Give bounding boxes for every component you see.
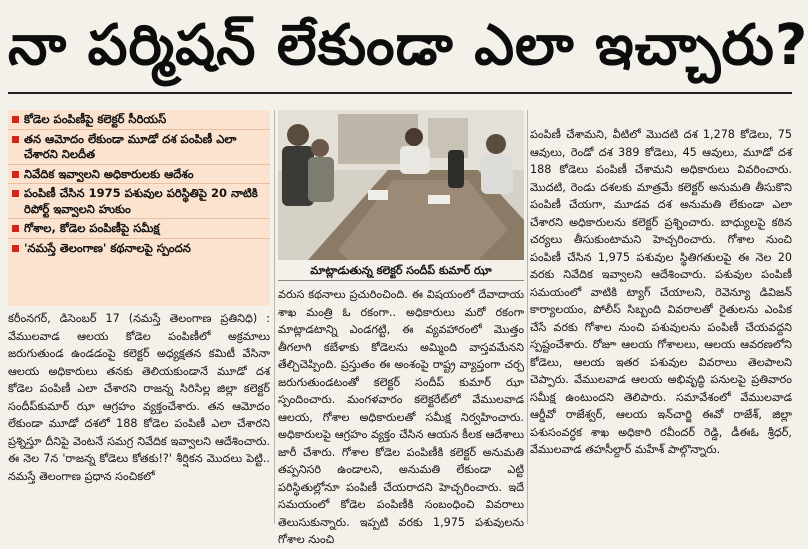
- article-column-1-text: కరీంనగర్, డిసెంబర్ 17 (నమస్తే తెలంగాణ ప్రతినిధి) : వేములవాడ ఆలయ కోడెల పంపిణీలో అక్రమాలు జరుగుతుండ ఉండడంపై కలెక్టర్ అధ్యక్షతన కమిటీ వేసినా ఆలయ అధికారులు తనకు తెలియకుండానే మూడో దశ కోడెల పంపిణీ ఎలా చేశారని రాజన్న సిరిసిల్ల జిల్లా కలెక్టర్ సందీప్‌కుమార్ ఝా ఆగ్రహం వ్యక్తంచేశారు. తన ఆమోదం లేకుండా మూడో దశలో 188 కోడెల పంపిణీ ఎలా చేశారని ప్రశ్నిస్తూ దీనిపై వెంటనే సమగ్ర నివేదిక ఇవ్వాలని ఆదేశించారు. ఈ నెల 7న 'రాజన్న కోడెలు కోతకు!?' శీర్షికన మొదలు పెట్టి.. నమస్తే తెలంగాణ ప్రధాన సంచికలో: [8, 312, 270, 483]
- highlight-item: [8, 184, 270, 219]
- highlight-text: నివేదిక ఇవ్వాలని అధికారులకు ఆదేశం: [24, 166, 194, 181]
- article-column-3: [530, 126, 792, 524]
- highlight-text: తన ఆమోదం లేకుండా మూడో దశ పంపిణీ ఎలా చేశారని నిలదీత: [24, 131, 237, 161]
- highlight-item: [8, 165, 270, 185]
- highlight-text: గోశాల, కోడెల పంపిణీపై సమీక్ష: [24, 221, 160, 235]
- article-column-1: [8, 310, 270, 524]
- highlight-item: [8, 239, 270, 258]
- article-column-2: [278, 286, 524, 546]
- article-column-3-text: పంపిణీ చేశామని, వీటిలో మొదటి దశ 1,278 కోడెలు, 75 ఆవులు, రెండో దశ 389 కోడెలు, 45 ఆవులు, మూడో దశ 188 కోడెలు పంపిణీ చేశామని అధికారులు వివరించారు. మొదటి, రెండు దశలకు మాత్రమే కలెక్టర్ అనుమతి తీసుకొని పంపిణీ చేయగా, మూడవ దశ అనుమతి లేకుండా ఎలా చేశారని అధికారులను కలెక్టర్ ప్రశ్నించారు. బాధ్యులపై కఠిన చర్యలు తీసుకుంటామని హెచ్చరించారు. గోశాల నుంచి పంపిణీ చేసిన 1,975 పశువుల స్థితిగతులపై ఈ నెల 20 వరకు నివేదిక ఇవ్వాలని ఆదేశించారు. పశువుల పంపిణీ సమయంలో వాటికి ట్యాగ్ చేయాలని, రెవెన్యూ డివిజన్ కార్యాలయం, పోలీస్ సిబ్బంది వివరాలతో రైతులను ఎంపిక చేసే వరకు గోశాల నుంచి పశువులను పంపిణీ చేయవద్దని స్పష్టంచేశారు. రోజూ ఆలయ గోశాలలు, ఆలయ ఆవరణలోని కోడెలు, ఆలయ ఇతర పశువుల వివరాలు తెలపాలని చెప్పారు. వేములవాడ ఆలయ అభివృద్ధి పనులపై ప్రతివారం సమీక్ష ఉంటుందని తెలిపారు. సమావేశంలో వేములవాడ ఆర్డీవో రాజేశ్వర్, ఆలయ ఇన్‌చార్జి ఈవో రాజేశ్, జిల్లా పశుసంవర్ధక శాఖ అధికారి రవీందర్ రెడ్డి, డీఈఓ శ్రీధర్, వేములవాడ తహసీల్దార్ మహేశ్ పాల్గొన్నారు.: [530, 128, 792, 456]
- highlight-text: 'నమస్తే తెలంగాణ' కథనాలపై స్పందన: [24, 240, 191, 255]
- headline: నా పర్మిషన్ లేకుండా ఎలా ఇచ్చారు?: [8, 13, 808, 78]
- highlight-text: కోడెల పంపిణీపై కలెక్టర్ సీరియస్: [24, 112, 167, 126]
- bullet-square-icon: [12, 245, 19, 252]
- column-divider: [527, 110, 528, 524]
- highlights-box: [8, 110, 270, 306]
- photo-caption: మాట్లాడుతున్న కలెక్టర్ సందీప్ కుమార్ ఝా: [278, 262, 524, 281]
- highlight-text: పంపిణీ చేసిన 1975 పశువుల పరిస్థితిపై 20 నాటికి రిపోర్ట్ ఇవ్వాలని హుకుం: [24, 186, 258, 216]
- highlight-item: [8, 110, 270, 130]
- article-column-2-text: వరుస కథనాలు ప్రచురించింది. ఈ విషయంలో దేవాదాయ శాఖ మంత్రి ఓ రకంగా.. అధికారులు మరో రకంగా మాట్లాడటాన్ని ఎండగట్టి, ఈ వ్యవహారంలో మొత్తం తీగలాగి కబేళాకు కోడెలను అమ్మింది వాస్తవమేనని తేల్చిచెప్పింది. ప్రస్తుతం ఈ అంశంపై రాష్ట్ర వ్యాప్తంగా చర్చ జరుగుతుండటంతో కలెక్టర్ సందీప్ కుమార్ ఝా స్పందించారు. మంగళవారం కలెక్టరేట్‌లో వేములవాడ ఆలయ, గోశాల అధికారులతో సమీక్ష నిర్వహించారు. అధికారులపై ఆగ్రహం వ్యక్తం చేసిన ఆయన కీలక ఆదేశాలు జారీ చేశారు. గోశాల కోడెల పంపిణీకి కలెక్టర్ అనుమతి తప్పనిసరి ఉండాలని, అనుమతి లేకుండా ఎట్టి పరిస్థితుల్లోనూ పంపిణీ చేయరాదని హెచ్చరించారు. ఇదే సమయంలో కోడెల పంపిణీకి సంబంధించి వివరాలు తెలుసుకున్నారు. ఇప్పటి వరకు 1,975 పశువులను గోశాల నుంచి: [278, 288, 524, 546]
- bullet-square-icon: [12, 225, 19, 232]
- headline-rule: [8, 92, 792, 94]
- highlight-item: [8, 130, 270, 165]
- bullet-square-icon: [12, 116, 19, 123]
- meeting-photo: [278, 110, 524, 260]
- column-divider: [274, 110, 275, 524]
- bullet-square-icon: [12, 171, 19, 178]
- bullet-square-icon: [12, 190, 19, 197]
- bullet-square-icon: [12, 136, 19, 143]
- highlight-item: [8, 219, 270, 239]
- meeting-photo-illustration: [278, 110, 524, 260]
